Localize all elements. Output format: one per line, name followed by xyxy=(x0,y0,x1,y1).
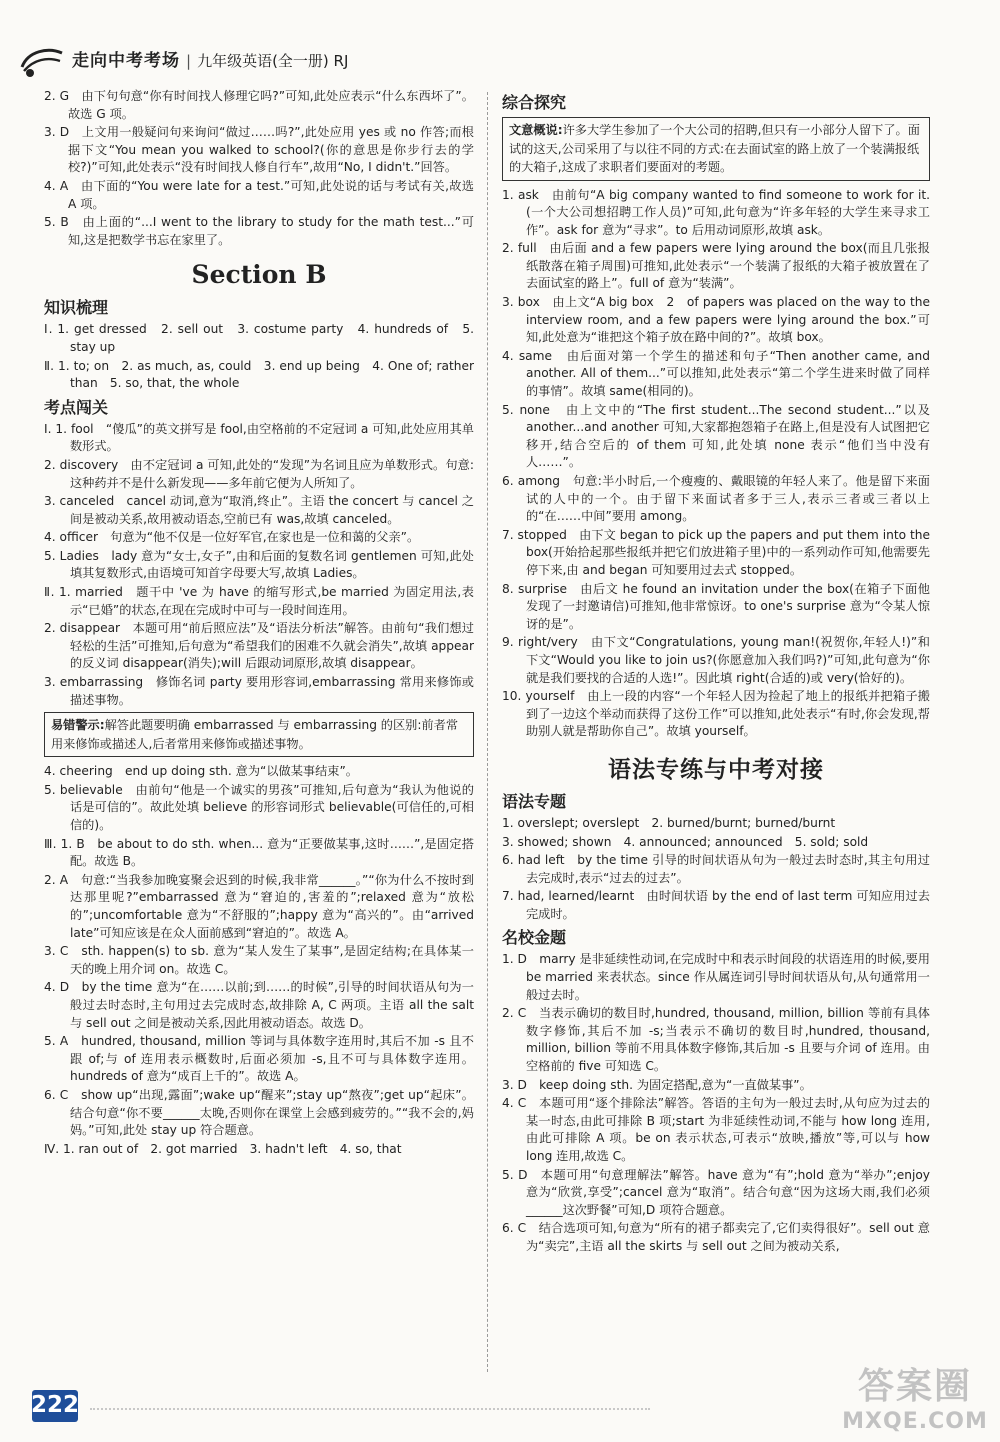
book-logo-icon xyxy=(18,45,66,79)
zhishi-heading: 知识梳理 xyxy=(44,298,109,318)
answer-entry: 3. D keep doing sth. 为固定搭配,意为“一直做某事”。 xyxy=(502,1077,812,1092)
answer-entry: 4. cheering end up doing sth. 意为“以做某事结束”。 xyxy=(44,764,358,779)
section-title: Section B xyxy=(191,260,327,290)
zonghe-heading: 综合探究 xyxy=(502,93,567,112)
yufa-heading: 语法专题 xyxy=(502,791,567,811)
answer-entry: 4. D by the time 意为“在……以前;到……的时候”,引导的时间状语从句为一般过去时态时,主句用过去完成时态,故排除 A, C 两项。主语 all the salt 与 sell out 之间是被动关系,因此用被动语态。故选 D。 xyxy=(44,980,474,1030)
page-number: 222 xyxy=(32,1390,78,1422)
answer-entry: Ⅰ. 1. get dressed 2. sell out 3. costume party 4. hundreds of 5. stay up xyxy=(44,322,474,354)
warning-title: 易错警示: xyxy=(51,718,105,733)
watermark-top: 答案圈 xyxy=(857,1366,972,1407)
warning-box xyxy=(44,712,474,757)
answer-entry: 6. C show up“出现,露面”;wake up“醒来”;stay up“熬夜”;get up“起床”。结合句意“你不要______太晚,否则你在课堂上会感到疲劳的。”“我不会的,妈妈。”可知,此处 stay up 符合题意。 xyxy=(44,1087,474,1138)
answer-entry: 5. D 本题可用“句意理解法”解答。have 意为“有”;hold 意为“举办”;enjoy 意为“欣赏,享受”;cancel 意为“取消”。结合句意“因为这场大雨,我们必须______这次野餐”可知,D 项符合题意。 xyxy=(502,1167,930,1217)
right-column xyxy=(502,88,930,1378)
answer-entry: 2. A 句意:“当我参加晚宴聚会迟到的时候,我非常______。”“你为什么不按时到达那里呢?”embarrassed 意为“窘迫的,害羞的”;relaxed 意为“放松的”;uncomfortable 意为“不舒服的”;happy 意为“高兴的”。由“arrived late”可知应该是在众人面前感到“窘迫的”。故选 A。 xyxy=(44,872,474,940)
kaodian-heading: 考点闯关 xyxy=(44,397,109,417)
answer-entry: 5. believable 由前句“他是一个诚实的男孩”可推知,后句意为“我认为他说的话是可信的”。故此处填 believe 的形容词形式 believable(可信任的,可相信的)。 xyxy=(44,782,474,832)
answer-entry: Ⅱ. 1. to; on 2. as much, as, could 3. end up being 4. One of; rather than 5. so, that, the whole xyxy=(44,358,474,391)
answer-entry: 3. canceled cancel 动词,意为“取消,终止”。主语 the concert 与 cancel 之间是被动关系,故用被动语态,空前已有 was,故填 canceled。 xyxy=(44,494,474,526)
answer-entry: 3. showed; shown 4. announced; announced 5. sold; sold xyxy=(502,834,869,849)
answer-entry: 3. C sth. happen(s) to sb. 意为“某人发生了某事”,是固定结构;在具体某一天的晚上用介词 on。故选 C。 xyxy=(44,944,474,976)
book-subtitle: 九年级英语(全一册) RJ xyxy=(197,52,349,71)
answer-entry: 9. right/very 由下文“Congratulations, young man!(祝贺你,年轻人!)”和下文“Would you like to join us?(你愿意加入我们吗?)”可知,此句意为“你就是我们要找的合适的人选!”。因此填 right(合适的)或 very(恰好的)。 xyxy=(502,635,930,685)
answer-entry: 5. B 由上面的“...I went to the library to study for the math test...”可知,这是把数学书忘在家里了。 xyxy=(44,215,474,247)
answer-entry: 7. had, learned/learnt 由时间状语 by the end of last term 可知应用过去完成时。 xyxy=(502,889,930,921)
top-answers xyxy=(44,88,474,249)
answer-entry: 4. A 由下面的“You were late for a test.”可知,此处说的话与考试有关,故选 A 项。 xyxy=(44,178,474,211)
answer-entry: 3. D 上文用一般疑问句来询问“做过……吗?”,此处应用 yes 或 no 作答;而根据下文“You mean you walked to school?(你的意思是你步行去的学校?)”可知,此处表示“没有时间找人修自行车”,故用“No, I didn't.”回答。 xyxy=(44,125,474,175)
answer-entry: 2. discovery 由不定冠词 a 可知,此处的“发现”为名词且应为单数形式。句意:这种药并不是什么新发现——多年前它便为人所知了。 xyxy=(44,457,474,490)
summary-box xyxy=(502,117,930,181)
answer-entry: 5. A hundred, thousand, million 等词与具体数字连用时,其后不加 -s 且不跟 of;与 of 连用表示概数时,后面必须加 -s,且不可与具体数字连用。hundreds of 意为“成百上千的”。故选 A。 xyxy=(44,1034,474,1084)
answer-entry: 4. same 由后面对第一个学生的描述和句子“Then another came, and another. All of them...”可以推知,此处表示“第二个学生进来时做了同样的事情”。故填 same(相同的)。 xyxy=(502,348,930,399)
warning-text: 解答此题要明确 embarrassed 与 embarrassing 的区别:前者常用来修饰或描述人,后者常用来修饰或描述事物。 xyxy=(51,718,459,751)
answer-entry: 3. box 由上文“A big box 2 of papers was placed on the way to the interview room, and a few papers were lying around the box.”可知,此处意为“谁把这个箱子放在路中间的?”。故填 box。 xyxy=(502,295,930,345)
answer-entry: 7. stopped 由下文 began to pick up the papers and put them into the box(开始拾起那些报纸并把它们放进箱子里)中的一系列动作可知,他需要先停下来,由 and began 可知要用过去式 stopped。 xyxy=(502,527,930,577)
answer-entry: 3. embarrassing 修饰名词 party 要用形容词,embarrassing 常用来修饰或描述事物。 xyxy=(44,675,474,707)
answer-entry: 8. surprise 由后文 he found an invitation under the box(在箱子下面他发现了一封邀请信)可推知,他非常惊讶。to one's surprise 意为“令某人惊讶的是”。 xyxy=(502,581,930,631)
answer-entry: 5. Ladies lady 意为“女士,女子”,由和后面的复数名词 gentlemen 可知,此处填其复数形式,由语境可知首字母要大写,故填 Ladies。 xyxy=(44,548,474,581)
answer-entry: 6. among 句意:半小时后,一个瘦瘦的、戴眼镜的年轻人来了。他是留下来面试的人中的一个。由于留下来面试者多于三人,表示三者或三者以上的“在……中间”要用 among。 xyxy=(502,474,930,524)
answer-entry: 2. disappear 本题可用“前后照应法”及“语法分析法”解答。由前句“我们想过轻松的生活”可推知,后句意为“希望我们的困难不久就会消失”,故填 appear 的反义词 disappear(消失);will 后跟动词原形,故填 disappear。 xyxy=(44,621,474,671)
footer-dotted-line xyxy=(90,1408,650,1411)
answer-entry: Ⅱ. 1. married 题干中 've 为 have 的缩写形式,be married 为固定用法,表示“已婚”的状态,在现在完成时中可与一段时间连用。 xyxy=(44,585,474,617)
grammar-section-title: 语法专练与中考对接 xyxy=(608,756,824,783)
left-column xyxy=(44,88,474,1378)
answer-entry: 2. full 由后面 and a few papers were lying around the box(而且几张报纸散落在箱子周围)可推知,此处表示“一个装满了报纸的大箱子被放置在了去面试室的路上”。full of 意为“装满”。 xyxy=(502,241,930,291)
summary-text: 许多大学生参加了一个大公司的招聘,但只有一小部分人留下了。面试的这天,公司采用了与以往不同的方式:在去面试室的路上放了一个装满报纸的大箱子,这成了求职者们要面对的考题。 xyxy=(509,123,920,174)
watermark xyxy=(840,1365,990,1439)
answer-entry: 2. G 由下句句意“你有时间找人修理它吗?”可知,此处应表示“什么东西坏了”。故选 G 项。 xyxy=(44,89,474,121)
answer-entry: 6. had left by the time 引导的时间状语从句为一般过去时态时,其主句用过去完成时,表示“过去的过去”。 xyxy=(502,853,930,885)
answer-entry: 4. C 本题可用“逐个排除法”解答。答语的主句为一般过去时,从句应为过去的某一时态,由此可排除 B 项;start 为非延续性动词,不能与 how long 连用,由此可排除 A 项。be on 表示状态,可表示“放映,播放”等,可以与 how long 连用,故选 C。 xyxy=(502,1096,930,1163)
answer-entry: 5. none 由上文中的“The first student...The second student...”以及 another...and another 可知,大家都抱怨箱子在路上,但是没有人试图把它移开,结合空后的 of them 可知,此处填 none 表示“他们当中没有人……”。 xyxy=(502,402,930,470)
summary-title: 文意概说: xyxy=(509,123,563,137)
answer-entry: Ⅳ. 1. ran out of 2. got married 3. hadn't left 4. so, that xyxy=(44,1141,402,1156)
answer-entry: 1. overslept; overslept 2. burned/burnt; burned/burnt xyxy=(502,815,836,830)
mingxiao-heading: 名校金题 xyxy=(502,928,567,948)
page-header xyxy=(18,42,458,82)
answer-entry: 4. officer 句意为“他不仅是一位好军官,在家也是一位和蔼的父亲”。 xyxy=(44,530,420,545)
answer-entry: 2. C 当表示确切的数目时,hundred, thousand, million, billion 等前有具体数字修饰,其后不加 -s;当表示不确切的数目时,hundred, thousand, million, billion 等前不用具体数字修饰,其后加 -s 且要与介词 of 连用。由空格前的 five 可知选 C。 xyxy=(502,1006,930,1074)
book-title: 走向中考考场 xyxy=(72,51,180,72)
answer-entry: Ⅲ. 1. B be about to do sth. when... 意为“正要做某事,这时……”,是固定搭配。故选 B。 xyxy=(44,836,474,869)
answer-entry: Ⅰ. 1. fool “傻瓜”的英文拼写是 fool,由空格前的不定冠词 a 可知,此处应用其单数形式。 xyxy=(44,421,474,454)
answer-entry: 1. D marry 是非延续性动词,在完成时中和表示时间段的状语连用的时候,要用 be married 来表状态。since 作从属连词引导时间状语从句,从句通常用一般过去时。 xyxy=(502,952,930,1002)
answer-entry: 6. C 结合选项可知,句意为“所有的裙子都卖完了,它们卖得很好”。sell out 意为“卖完”,主语 all the skirts 与 sell out 之间为被动关系, xyxy=(502,1221,930,1253)
watermark-bottom: MXQE.COM xyxy=(842,1409,988,1434)
answer-entry: 1. ask 由前句“A big company wanted to find someone to work for it.(一个大公司想招聘工作人员)”可知,此句意为“许多年轻的大学生来寻求工作”。ask for 意为“寻求”。to 后用动词原形,故填 ask。 xyxy=(502,187,930,237)
column-divider xyxy=(487,92,489,1372)
header-separator: | xyxy=(186,52,192,71)
answer-entry: 10. yourself 由上一段的内容“一个年轻人因为捡起了地上的报纸并把箱子搬到了一边这个举动而获得了这份工作”可以推知,此处表示“有时,你会发现,帮助别人就是帮助你自己”。故填 yourself。 xyxy=(502,689,930,739)
